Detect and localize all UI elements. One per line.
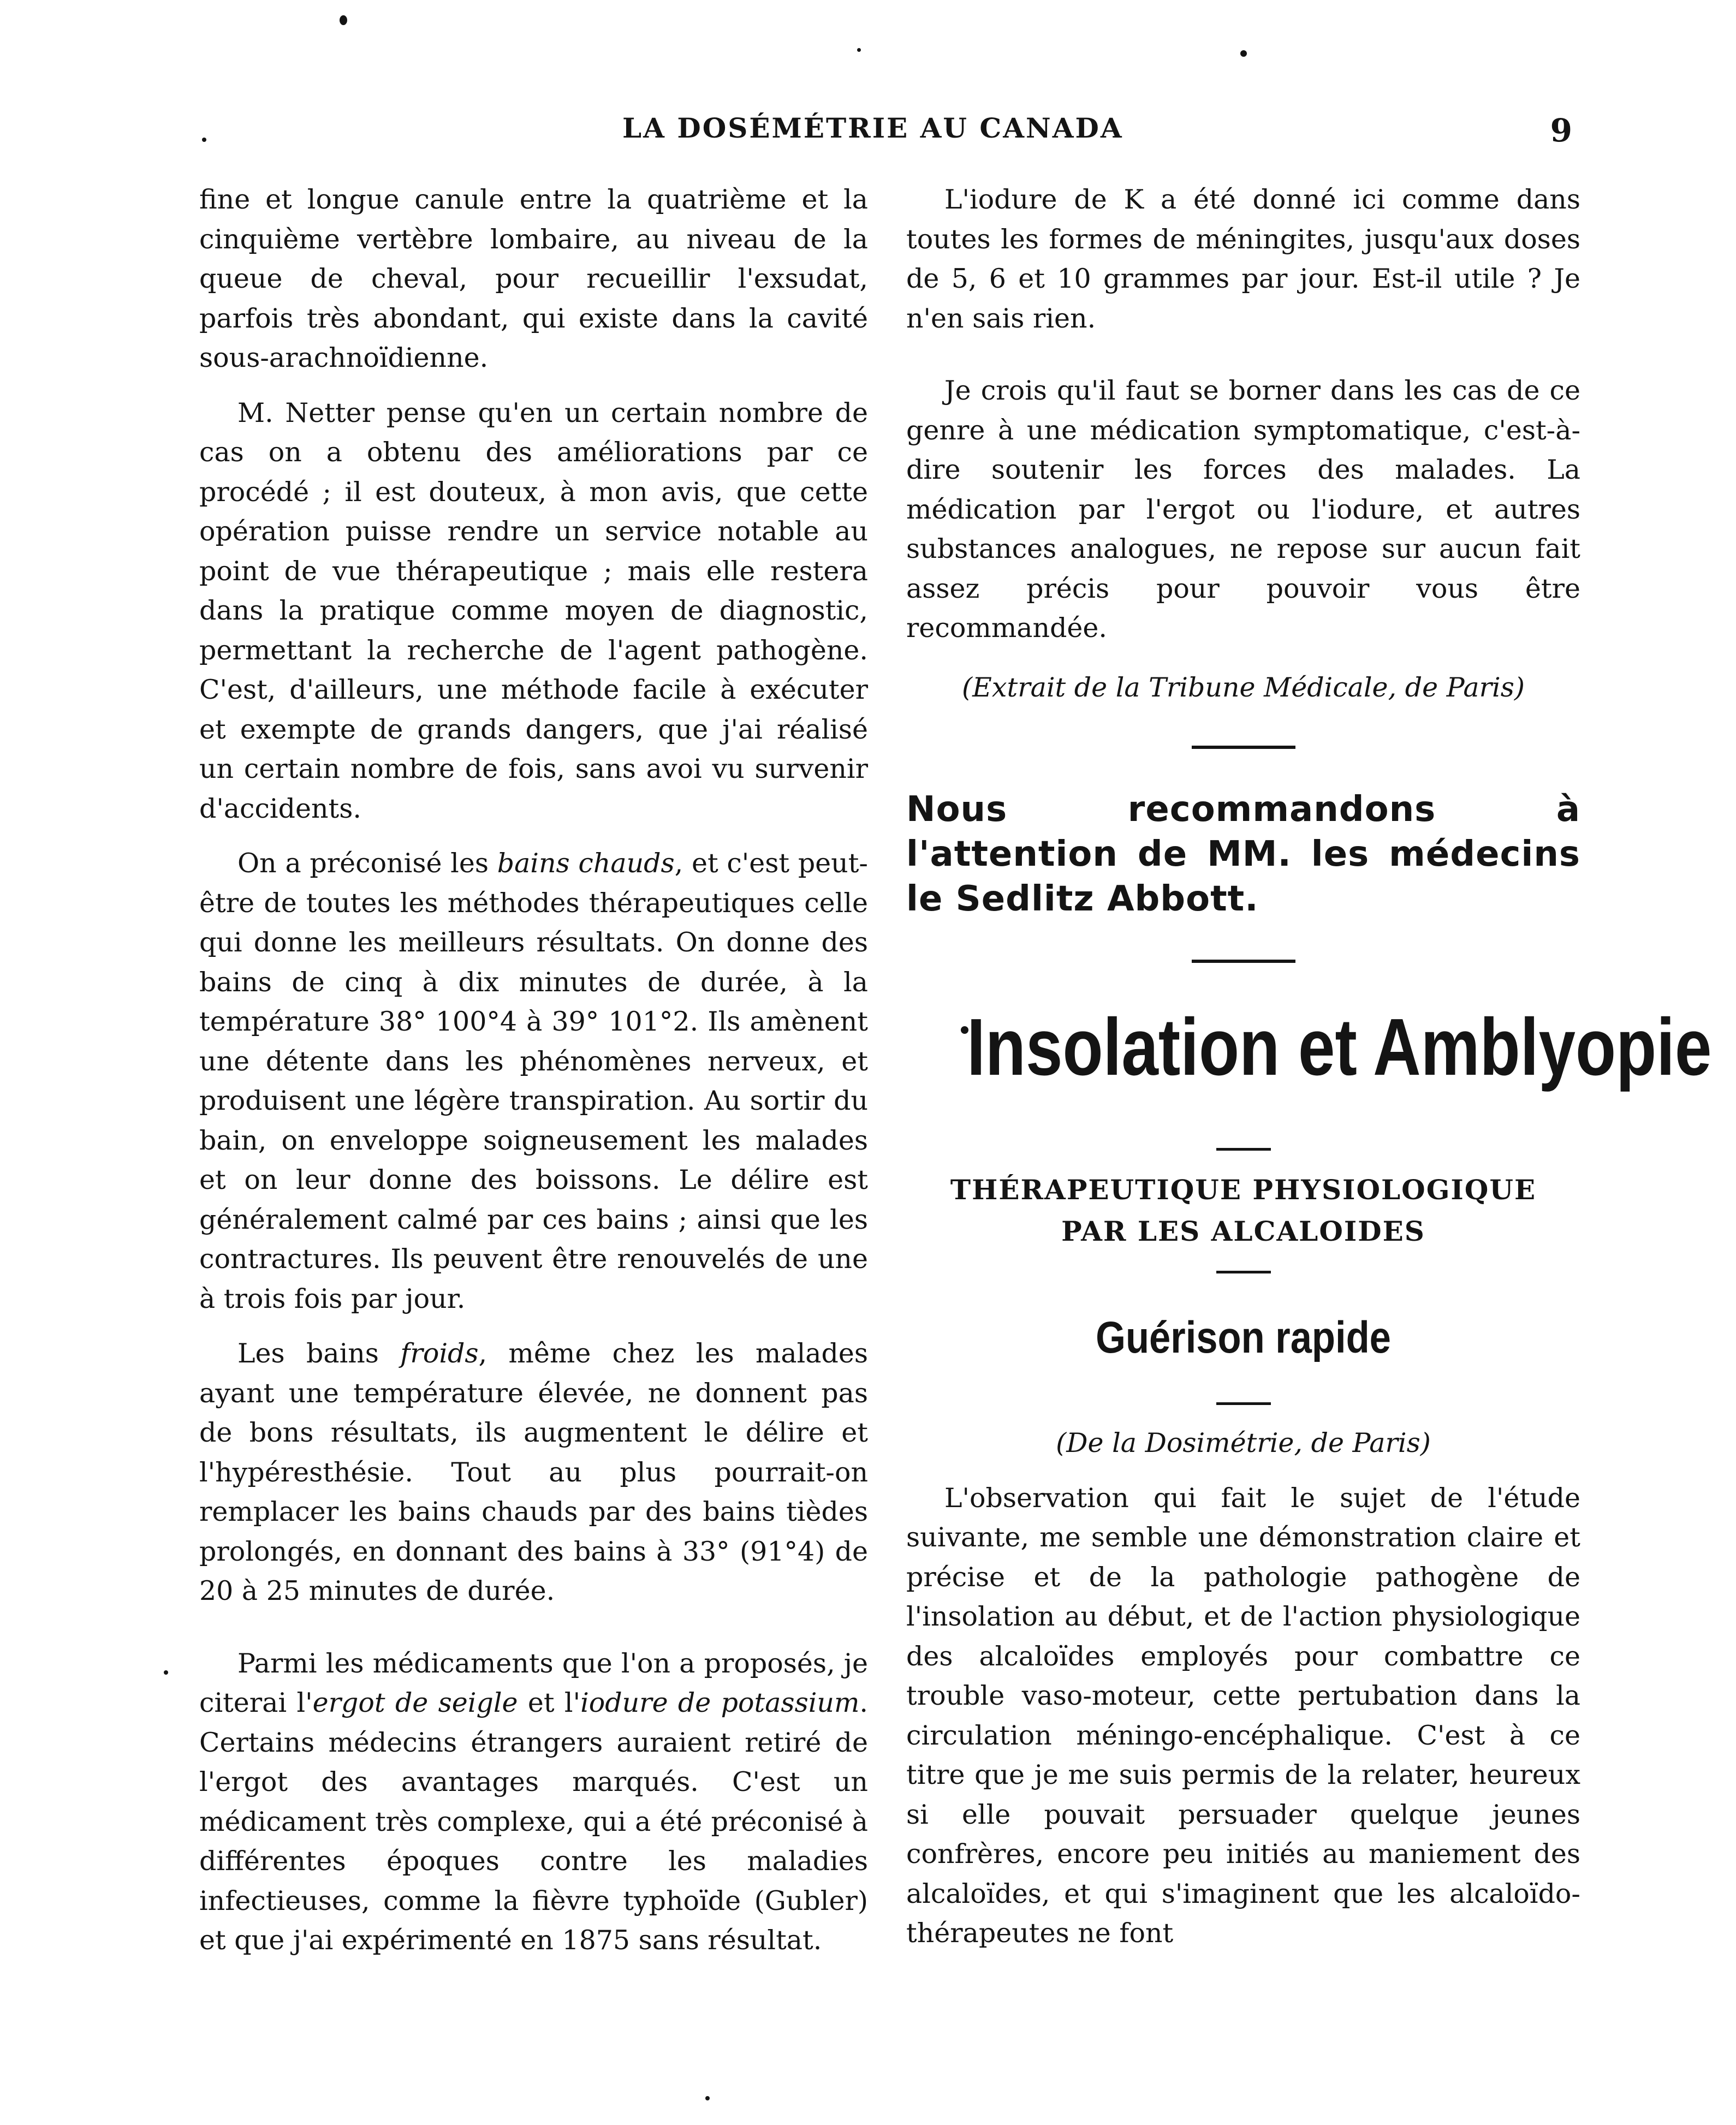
announcement: Nous recommandons à l'attention de MM. les médecins le Sedlitz Abbott. (906, 789, 1580, 919)
print-speck (1240, 50, 1247, 57)
print-speck (857, 48, 861, 52)
page-number: 9 (1550, 112, 1572, 149)
running-title: LA DOSÉMÉTRIE AU CANADA (622, 112, 1123, 144)
paragraph: fine et longue canule entre la quatrième et la cinquième vertèbre lombaire, au niveau de la queue de cheval, pour recueillir l'exsudat, parfois très abondant, qui existe dans la cavité sous-arachnoïdienne. (199, 184, 868, 373)
source-citation: (De la Dosimétrie, de Paris) (1056, 1427, 1431, 1459)
right-column (906, 180, 1712, 1954)
article-title: Insolation et Amblyopie (967, 1002, 1712, 1092)
paragraph: L'iodure de K a été donné ici comme dans toutes les formes de méningites, jusqu'aux doses de 5, 6 et 10 grammes par jour. Est-il utile ? Je n'en sais rien. (906, 184, 1580, 334)
print-speck (340, 15, 347, 25)
text-run: . Certains médecins étrangers auraient retiré de l'ergot des avantages marqués. C'est un médicament très complexe, qui a été préconisé à différentes époques contre les maladies infectieuses, comme la fièvre typhoïde (Gubler) et que j'ai expérimenté en 1875 sans résultat. (199, 1687, 868, 1956)
paragraph: M. Netter pense qu'en un certain nombre de cas on a obtenu des améliorations par ce procédé ; il est douteux, à mon avis, que cette opération puisse rendre un service notable au point de vue thérapeutique ; mais elle restera dans la pratique comme moyen de diagnostic, permettant la recherche de l'agent pathogène. C'est, d'ailleurs, une méthode facile à exécuter et exempte de grands dangers, que j'ai réalisé un certain nombre de fois, sans avoi vu survenir d'accidents. (199, 397, 868, 824)
italic-text: ergot de seigle (312, 1687, 518, 1718)
divider-rule (1192, 960, 1295, 963)
section-title-line: PAR LES ALCALOIDES (1061, 1215, 1425, 1248)
paragraph: L'observation qui fait le sujet de l'étude suivante, me semble une démonstration claire et précise et de la pathologie pathogène de l'insolation au début, et de l'action physiologique des alcaloïdes employés pour combattre ce trouble vaso-moteur, cette pertubation dans la circulation méningo-encéphalique. C'est à ce titre que je me suis permis de la relater, heureux si elle pouvait persuader quelque jeunes confrères, encore peu initiés au maniement des alcaloïdes, et qui s'imaginent que les alcaloïdo-thérapeutes ne font (906, 1482, 1580, 1949)
paragraph: Je crois qu'il faut se borner dans les cas de ce genre à une médication symptomatique, c'est-à-dire soutenir les forces des malades. La médication par l'ergot ou l'iodure, et autres substances analogues, ne repose sur aucun fait assez précis pour pouvoir vous être recommandée. (906, 375, 1580, 644)
section-title (906, 1169, 1580, 1252)
section-title-line: THÉRAPEUTIQUE PHYSIOLOGIQUE (950, 1174, 1537, 1206)
article-subtitle: Guérison rapide (1096, 1313, 1391, 1363)
paragraph (199, 1334, 868, 1611)
italic-text: froids (400, 1338, 479, 1369)
print-speck (705, 2096, 710, 2100)
source-citation: (Extrait de la Tribune Médicale, de Paris) (962, 671, 1525, 703)
text-run: Les bains (237, 1338, 401, 1369)
text-run: On a préconisé les (237, 848, 497, 879)
left-column (199, 180, 868, 1961)
text-run: Parmi les médicaments que l'on a proposés, je citerai l' (199, 1647, 868, 1718)
text-run: et l' (518, 1687, 581, 1718)
italic-text: iodure de potassium (580, 1687, 860, 1718)
text-run: , et c'est peut-être de toutes les méthodes thérapeutiques celle qui donne les meilleurs résultats. On donne des bains de cinq à dix minutes de durée, à la température 38° 100°4 à 39° 101°2. Ils amènent une détente dans les phénomènes nerveux, et produisent une légère transpiration. Au sortir du bain, on enveloppe soigneusement les malades et on leur donne des boissons. Le délire est généralement calmé par ces bains ; ainsi que les contractures. Ils peuvent être renouvelés de une à trois fois par jour. (199, 848, 868, 1314)
italic-text: bains chauds (497, 848, 675, 879)
divider-rule (1216, 1402, 1271, 1405)
divider-rule (1216, 1271, 1271, 1273)
divider-rule (1216, 1148, 1271, 1151)
paragraph (199, 844, 868, 1319)
print-speck (164, 1670, 168, 1675)
divider-rule (1192, 746, 1295, 749)
text-run: , même chez les malades ayant une température élevée, ne donnent pas de bons résultats, ils augmentent le délire et l'hypéresthésie. Tout au plus pourrait-on remplacer les bains chauds par des bains tièdes prolongés, en donnant des bains à 33° (91°4) de 20 à 25 minutes de durée. (199, 1338, 868, 1606)
paragraph (199, 1644, 868, 1961)
page-header (197, 112, 1572, 156)
